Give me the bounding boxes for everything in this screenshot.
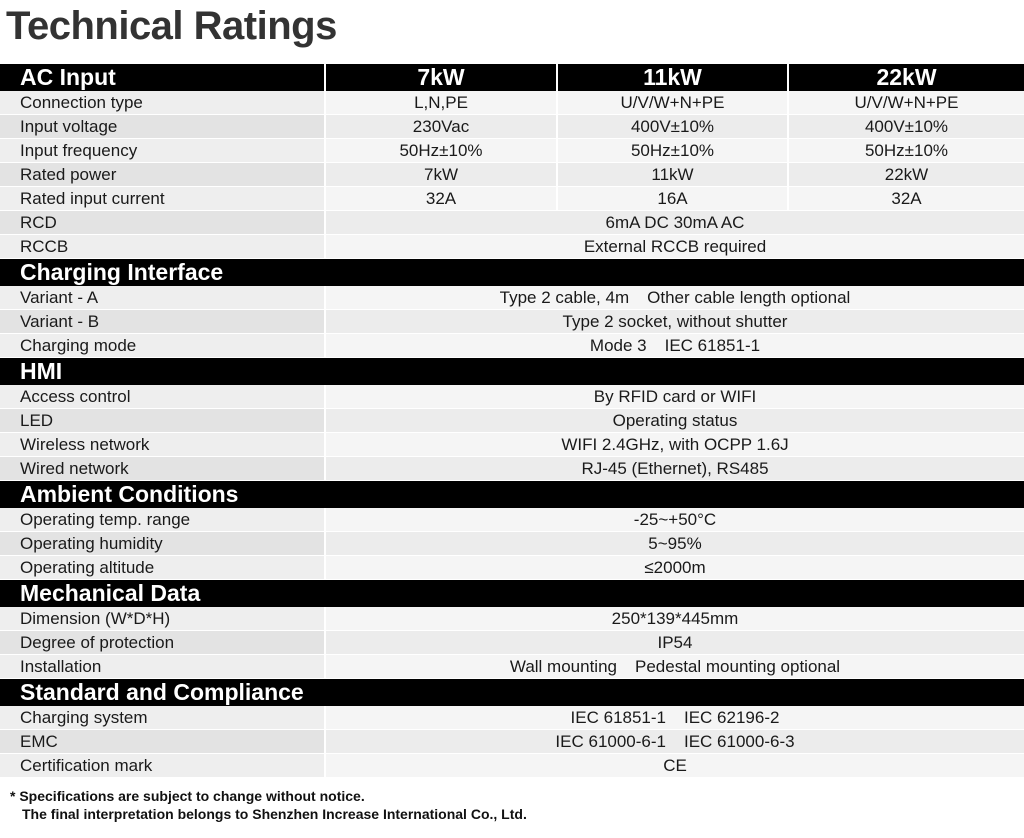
section-header-ac-input — [0, 64, 1024, 91]
footnote-line-1: * Specifications are subject to change without notice. — [10, 788, 365, 804]
section-header-ambient-conditions — [0, 481, 1024, 509]
section-title: HMI — [0, 358, 1024, 386]
table-row — [0, 457, 1024, 481]
value-part: Wall mounting — [509, 657, 617, 676]
row-label: Operating temp. range — [0, 508, 325, 532]
cell-value: Operating status — [325, 409, 1024, 433]
row-label: Dimension (W*D*H) — [0, 607, 325, 631]
cell-value: 400V±10% — [557, 115, 788, 139]
cell-value — [325, 706, 1024, 730]
cell-value: L,N,PE — [325, 91, 557, 115]
row-label: LED — [0, 409, 325, 433]
table-row — [0, 385, 1024, 409]
section-title: AC Input — [0, 64, 325, 91]
row-label: RCD — [0, 211, 325, 235]
section-title: Standard and Compliance — [0, 679, 1024, 707]
value-part: IEC 61851-1 — [570, 708, 666, 727]
table-row — [0, 655, 1024, 679]
table-row — [0, 631, 1024, 655]
row-label: Connection type — [0, 91, 325, 115]
table-row — [0, 91, 1024, 115]
cell-value — [325, 334, 1024, 358]
row-label: Charging mode — [0, 334, 325, 358]
section-header-charging-interface — [0, 259, 1024, 287]
table-row — [0, 706, 1024, 730]
cell-value — [325, 655, 1024, 679]
cell-value: 5~95% — [325, 532, 1024, 556]
cell-value: 16A — [557, 187, 788, 211]
cell-value: 7kW — [325, 163, 557, 187]
table-row — [0, 730, 1024, 754]
row-label: Variant - A — [0, 286, 325, 310]
cell-value: 400V±10% — [788, 115, 1024, 139]
cell-value: IP54 — [325, 631, 1024, 655]
row-label: Access control — [0, 385, 325, 409]
cell-value — [325, 286, 1024, 310]
row-label: Rated power — [0, 163, 325, 187]
table-row — [0, 334, 1024, 358]
cell-value: ≤2000m — [325, 556, 1024, 580]
value-part: IEC 62196-2 — [684, 708, 780, 727]
table-row — [0, 211, 1024, 235]
technical-ratings-table — [0, 64, 1024, 778]
cell-value: By RFID card or WIFI — [325, 385, 1024, 409]
column-header-7kw: 7kW — [325, 64, 557, 91]
cell-value: 32A — [788, 187, 1024, 211]
row-label: Certification mark — [0, 754, 325, 778]
cell-value: CE — [325, 754, 1024, 778]
row-label: RCCB — [0, 235, 325, 259]
cell-value: Type 2 socket, without shutter — [325, 310, 1024, 334]
row-label: Charging system — [0, 706, 325, 730]
footnote-line-2: The final interpretation belongs to Shenzhen Increase International Co., Ltd. — [22, 806, 527, 822]
value-part: Type 2 cable, 4m — [499, 288, 630, 307]
cell-value: 11kW — [557, 163, 788, 187]
cell-value — [325, 730, 1024, 754]
table-row — [0, 433, 1024, 457]
row-label: Wired network — [0, 457, 325, 481]
table-row — [0, 286, 1024, 310]
section-title: Charging Interface — [0, 259, 1024, 287]
cell-value: 32A — [325, 187, 557, 211]
cell-value: 250*139*445mm — [325, 607, 1024, 631]
table-row — [0, 754, 1024, 778]
column-header-11kw: 11kW — [557, 64, 788, 91]
row-label: Operating altitude — [0, 556, 325, 580]
cell-value: 230Vac — [325, 115, 557, 139]
cell-value: U/V/W+N+PE — [788, 91, 1024, 115]
cell-value: 50Hz±10% — [325, 139, 557, 163]
row-label: Degree of protection — [0, 631, 325, 655]
table-row — [0, 163, 1024, 187]
value-part: Pedestal mounting optional — [635, 657, 841, 676]
table-row — [0, 508, 1024, 532]
row-label: Installation — [0, 655, 325, 679]
row-label: Rated input current — [0, 187, 325, 211]
value-part: IEC 61851-1 — [664, 336, 761, 355]
cell-value: 6mA DC 30mA AC — [325, 211, 1024, 235]
table-row — [0, 115, 1024, 139]
table-row — [0, 607, 1024, 631]
value-part: IEC 61000-6-1 — [555, 732, 666, 751]
footnote — [10, 787, 527, 823]
column-header-22kw: 22kW — [788, 64, 1024, 91]
cell-value: 50Hz±10% — [788, 139, 1024, 163]
section-title: Mechanical Data — [0, 580, 1024, 608]
cell-value: U/V/W+N+PE — [557, 91, 788, 115]
row-label: Wireless network — [0, 433, 325, 457]
row-label: Input voltage — [0, 115, 325, 139]
cell-value: RJ-45 (Ethernet), RS485 — [325, 457, 1024, 481]
row-label: EMC — [0, 730, 325, 754]
row-label: Variant - B — [0, 310, 325, 334]
cell-value: -25~+50°C — [325, 508, 1024, 532]
page-title: Technical Ratings — [6, 4, 337, 48]
table-row — [0, 556, 1024, 580]
table-row — [0, 409, 1024, 433]
value-part: IEC 61000-6-3 — [684, 732, 795, 751]
value-part: Mode 3 — [589, 336, 647, 355]
table-row — [0, 310, 1024, 334]
table-row — [0, 139, 1024, 163]
cell-value: External RCCB required — [325, 235, 1024, 259]
section-title: Ambient Conditions — [0, 481, 1024, 509]
section-header-mechanical-data — [0, 580, 1024, 608]
value-part: Other cable length optional — [647, 288, 851, 307]
cell-value: 22kW — [788, 163, 1024, 187]
section-header-hmi — [0, 358, 1024, 386]
table-row — [0, 235, 1024, 259]
row-label: Input frequency — [0, 139, 325, 163]
table-row — [0, 187, 1024, 211]
table-row — [0, 532, 1024, 556]
cell-value: WIFI 2.4GHz, with OCPP 1.6J — [325, 433, 1024, 457]
row-label: Operating humidity — [0, 532, 325, 556]
cell-value: 50Hz±10% — [557, 139, 788, 163]
section-header-standard-compliance — [0, 679, 1024, 707]
